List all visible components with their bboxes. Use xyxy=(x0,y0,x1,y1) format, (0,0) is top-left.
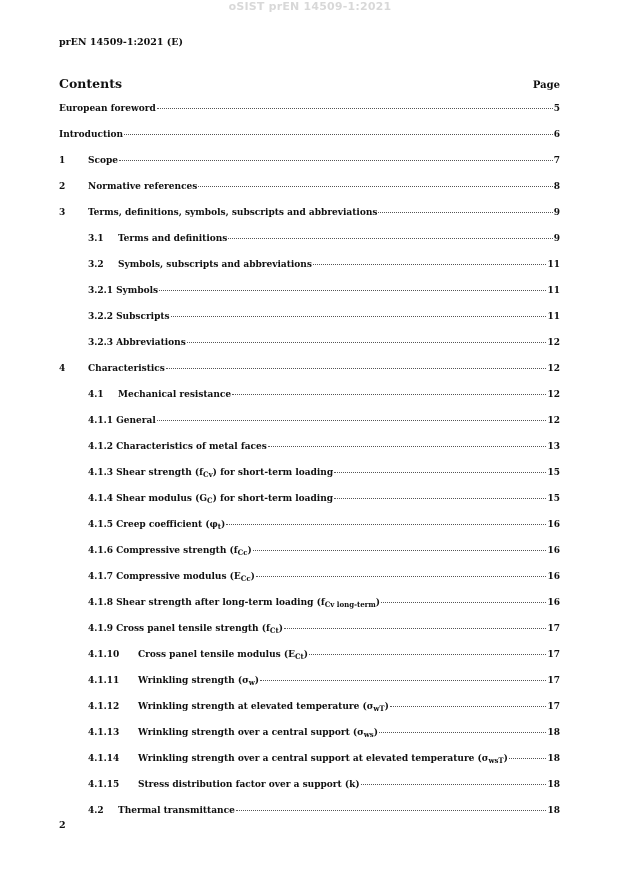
toc-entry-title: Cross panel tensile strength $(f_{Ct})$ xyxy=(116,624,283,635)
toc-entry[interactable] xyxy=(59,260,560,274)
toc-entry-title: Normative references xyxy=(88,182,198,192)
toc-entry[interactable] xyxy=(59,312,560,326)
toc-entry-title: Scope xyxy=(88,156,119,166)
toc-entry[interactable] xyxy=(59,286,560,300)
toc-entry-title: General xyxy=(116,416,156,426)
toc-entry-title: Subscripts xyxy=(116,312,170,322)
dot-leader xyxy=(284,628,547,629)
dot-leader xyxy=(334,498,546,499)
toc-entry-page: 17 xyxy=(547,702,560,712)
dot-leader xyxy=(166,368,547,369)
dot-leader xyxy=(309,654,546,655)
toc-entry-page: 18 xyxy=(547,806,560,816)
toc-entry[interactable] xyxy=(59,598,560,612)
toc-entry-page: 17 xyxy=(547,650,560,660)
toc-entry-page: 16 xyxy=(547,598,560,608)
toc-entry-title: Shear strength after long-term loading $(f_{Cv long-term})$ xyxy=(116,598,381,609)
toc-entry-title: Wrinkling strength over a central support $(\sigma_{ws})$ xyxy=(138,728,379,739)
toc-entry-title: Compressive modulus $(E_{Cc})$ xyxy=(116,572,255,583)
toc-entry-number: 4.1.5 xyxy=(88,520,114,530)
page-column-heading: Page xyxy=(532,80,560,91)
dot-leader xyxy=(381,602,546,603)
dot-leader xyxy=(157,420,547,421)
toc-entry-title: Abbreviations xyxy=(116,338,186,348)
toc-entry-number: 3.2.2 xyxy=(88,312,114,322)
toc-entry-number: 4.1.2 xyxy=(88,442,114,452)
toc-entry-page: 15 xyxy=(547,468,560,478)
toc-entry-number: 1 xyxy=(59,156,66,166)
toc-entry[interactable] xyxy=(59,702,560,716)
toc-entry-number: 4.2 xyxy=(88,806,104,816)
toc-entry-title: Shear strength $(f_{Cv})$ for short-term loading xyxy=(116,468,334,479)
toc-entry-number: 4.1.12 xyxy=(88,702,120,712)
toc-entry-number: 3.1 xyxy=(88,234,104,244)
toc-entry-page: 11 xyxy=(547,286,560,296)
toc-entry-page: 18 xyxy=(547,728,560,738)
toc-entry-number: 4.1.1 xyxy=(88,416,114,426)
toc-entry-page: 6 xyxy=(553,130,560,140)
dot-leader xyxy=(253,550,547,551)
toc-entry[interactable] xyxy=(59,572,560,586)
toc-entry-title: Terms and definitions xyxy=(118,234,228,244)
toc-entry[interactable] xyxy=(59,390,560,404)
toc-entry[interactable] xyxy=(59,728,560,742)
toc-entry-title: European foreword xyxy=(59,104,156,114)
toc-entry-number: 4.1.9 xyxy=(88,624,114,634)
toc-entry[interactable] xyxy=(59,806,560,820)
toc-entry-title: Wrinkling strength over a central support at elevated temperature $(\sigma_{wsT})$ xyxy=(138,754,508,765)
toc-entry[interactable] xyxy=(59,780,560,794)
dot-leader xyxy=(232,394,546,395)
dot-leader xyxy=(226,524,546,525)
toc-entry-title: Introduction xyxy=(59,130,124,140)
dot-leader xyxy=(171,316,547,317)
toc-entry[interactable] xyxy=(59,234,560,248)
toc-entry-number: 3.2 xyxy=(88,260,104,270)
toc-entry-number: 4.1.10 xyxy=(88,650,120,660)
toc-entry[interactable] xyxy=(59,520,560,534)
toc-entry[interactable] xyxy=(59,156,560,170)
toc-entry-page: 12 xyxy=(547,390,560,400)
dot-leader xyxy=(260,680,546,681)
toc-entry[interactable] xyxy=(59,104,560,118)
toc-entry[interactable] xyxy=(59,468,560,482)
toc-entry-title: Shear modulus $(G_C)$ for short-term loading xyxy=(116,494,334,505)
toc-entry[interactable] xyxy=(59,338,560,352)
toc-entry-page: 17 xyxy=(547,624,560,634)
toc-entry-title: Characteristics of metal faces xyxy=(116,442,267,452)
toc-entry[interactable] xyxy=(59,416,560,430)
toc-entry-page: 9 xyxy=(553,234,560,244)
toc-entry-title: Wrinkling strength $(\sigma_w)$ xyxy=(138,676,260,687)
contents-heading-row xyxy=(59,76,560,91)
toc-entry[interactable] xyxy=(59,494,560,508)
toc-entry-page: 15 xyxy=(547,494,560,504)
toc-entry-number: 4 xyxy=(59,364,66,374)
toc-entry-title: Thermal transmittance xyxy=(118,806,235,816)
toc-entry-page: 9 xyxy=(553,208,560,218)
toc-entry-number: 4.1.8 xyxy=(88,598,114,608)
toc-entry-page: 13 xyxy=(547,442,560,452)
dot-leader xyxy=(313,264,547,265)
toc-entry-title: Compressive strength $(f_{Cc})$ xyxy=(116,546,252,557)
toc-entry-page: 16 xyxy=(547,546,560,556)
dot-leader xyxy=(256,576,547,577)
dot-leader xyxy=(379,732,546,733)
toc-entry-page: 11 xyxy=(547,312,560,322)
dot-leader xyxy=(361,784,547,785)
toc-entry-number: 4.1.3 xyxy=(88,468,114,478)
toc-entry[interactable] xyxy=(59,754,560,768)
dot-leader xyxy=(198,186,552,187)
page-number: 2 xyxy=(59,820,66,831)
toc-entry-title: Wrinkling strength at elevated temperature $(\sigma_{wT})$ xyxy=(138,702,389,713)
toc-entry-page: 16 xyxy=(547,572,560,582)
contents-title: Contents xyxy=(59,76,123,91)
toc-entry-page: 11 xyxy=(547,260,560,270)
dot-leader xyxy=(334,472,546,473)
toc-entry-number: 4.1.13 xyxy=(88,728,120,738)
dot-leader xyxy=(509,758,547,759)
toc-entry[interactable] xyxy=(59,676,560,690)
toc-entry-page: 8 xyxy=(553,182,560,192)
dot-leader xyxy=(157,108,553,109)
toc-entry[interactable] xyxy=(59,624,560,638)
toc-entry-number: 3 xyxy=(59,208,66,218)
toc-entry[interactable] xyxy=(59,650,560,664)
toc-entry-page: 12 xyxy=(547,364,560,374)
toc-entry-title: Creep coefficient $(\varphi_t)$ xyxy=(116,520,226,531)
dot-leader xyxy=(159,290,546,291)
toc-entry[interactable] xyxy=(59,130,560,144)
toc-entry-page: 18 xyxy=(547,754,560,764)
toc-entry-number: 3.2.3 xyxy=(88,338,114,348)
toc-entry[interactable] xyxy=(59,208,560,222)
toc-entry[interactable] xyxy=(59,442,560,456)
toc-entry-number: 3.2.1 xyxy=(88,286,114,296)
watermark: oSIST prEN 14509-1:2021 xyxy=(228,0,392,13)
toc-entry[interactable] xyxy=(59,364,560,378)
toc-entry-title: Terms, definitions, symbols, subscripts and abbreviations xyxy=(88,208,378,218)
dot-leader xyxy=(378,212,552,213)
toc-entry-page: 16 xyxy=(547,520,560,530)
toc-entry-number: 2 xyxy=(59,182,66,192)
dot-leader xyxy=(390,706,547,707)
dot-leader xyxy=(268,446,547,447)
toc-entry-page: 5 xyxy=(553,104,560,114)
toc-entry-title: Characteristics xyxy=(88,364,165,374)
document-identifier: prEN 14509-1:2021 (E) xyxy=(59,37,183,48)
toc-entry-title: Symbols, subscripts and abbreviations xyxy=(118,260,312,270)
toc-entry-page: 12 xyxy=(547,338,560,348)
toc-entry-number: 4.1.15 xyxy=(88,780,120,790)
toc-entry-number: 4.1 xyxy=(88,390,104,400)
toc-entry[interactable] xyxy=(59,546,560,560)
toc-entry-title: Cross panel tensile modulus $(E_{Ct})$ xyxy=(138,650,309,661)
toc-entry-page: 12 xyxy=(547,416,560,426)
toc-entry-title: Stress distribution factor over a support (k) xyxy=(138,780,360,790)
dot-leader xyxy=(124,134,553,135)
toc-entry-number: 4.1.11 xyxy=(88,676,120,686)
toc-entry-number: 4.1.7 xyxy=(88,572,114,582)
toc-entry[interactable] xyxy=(59,182,560,196)
toc-entry-number: 4.1.4 xyxy=(88,494,114,504)
toc-entry-page: 18 xyxy=(547,780,560,790)
toc-entry-page: 7 xyxy=(553,156,560,166)
toc-entry-title: Symbols xyxy=(116,286,159,296)
dot-leader xyxy=(236,810,547,811)
dot-leader xyxy=(187,342,547,343)
toc-entry-number: 4.1.6 xyxy=(88,546,114,556)
dot-leader xyxy=(228,238,552,239)
toc-entry-number: 4.1.14 xyxy=(88,754,120,764)
dot-leader xyxy=(119,160,553,161)
toc-entry-page: 17 xyxy=(547,676,560,686)
toc-entry-title: Mechanical resistance xyxy=(118,390,232,400)
